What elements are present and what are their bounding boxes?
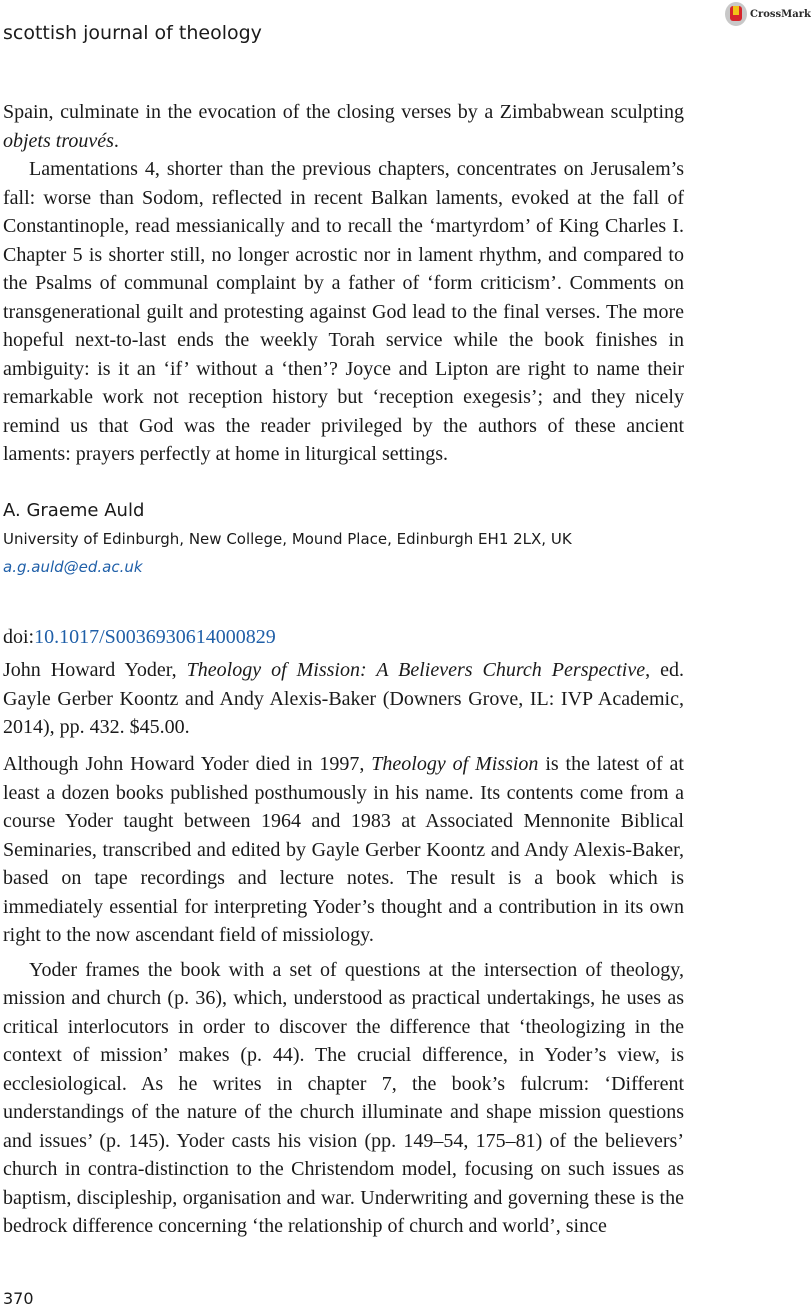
italic-term: objets trouvés xyxy=(3,129,114,152)
paragraph: Yoder frames the book with a set of questions at the intersection of theology, mission and church (p. 36), which, understood as practical undertakings, he uses as critical interlocutors in order to discover the difference that ‘theologizing in the context of mission’ makes (p. 44). The crucial difference, in Yoder’s view, is ecclesiological. As he writes in chapter 7, the book’s fulcrum: ‘Different understandings of the nature of the church illuminate and shape mission questions and issues’ (p. 145). Yoder casts his vision (pp. 149–54, 175–81) of the believers’ church in contra-distinction to the Christendom model, focusing on such issues as baptism, discipleship, organisation and war. Underwriting and governing these is the bedrock difference concerning ‘the relationship of church and world’, since xyxy=(3,958,684,1237)
italic-title: Theology of Mission xyxy=(371,753,539,775)
doi-link[interactable]: 10.1017/S0036930614000829 xyxy=(34,626,276,648)
review-body-yoder xyxy=(3,750,684,1241)
citation-title: Theology of Mission: A Believers Church Perspective xyxy=(186,659,646,681)
paragraph-end: . xyxy=(113,129,119,152)
paragraph xyxy=(3,98,684,155)
page-number: 370 xyxy=(3,1289,34,1308)
citation-author: John Howard Yoder, xyxy=(3,659,187,681)
review-body-lamentations xyxy=(3,98,684,469)
crossmark-icon xyxy=(725,2,747,26)
reviewer-name: A. Graeme Auld xyxy=(3,500,145,521)
crossmark-label: CrossMark xyxy=(750,8,811,20)
book-citation xyxy=(3,656,684,742)
paragraph-text: is the latest of at least a dozen books published posthumously in his name. Its contents come from a course Yoder taught between 1964 and 1983 at Associated Mennonite Biblical Seminaries, transcribed and edited by Gayle Gerber Koontz and Andy Alexis-Baker, based on tape recordings and lecture notes. The result is a book which is immediately essential for interpreting Yoder’s thought and a contribution in its own right to the now ascendant field of missiology. xyxy=(3,753,684,946)
paragraph: Lamentations 4, shorter than the previous chapters, concentrates on Jerusalem’s fall: worse than Sodom, reflected in recent Balkan laments, evoked at the fall of Constantinople, read messianically and to recall the ‘martyrdom’ of King Charles I. Chapter 5 is shorter still, no longer acrostic nor in lament rhythm, and compared to the Psalms of communal complaint by a father of ‘form criticism’. Comments on transgenerational guilt and protesting against God lead to the final verses. The more hopeful next-to-last ends the weekly Torah service while the book finishes in ambiguity: is it an ‘if’ without a ‘then’? Joyce and Lipton are right to name their remarkable work not reception history but ‘reception exegesis’; and they nicely remind us that God was the reader privileged by the authors of these ancient laments: prayers perfectly at home in liturgical settings. xyxy=(3,158,684,465)
journal-title: scottish journal of theology xyxy=(3,22,262,44)
reviewer-affiliation: University of Edinburgh, New College, Mound Place, Edinburgh EH1 2LX, UK xyxy=(3,530,572,548)
crossmark-badge[interactable] xyxy=(725,2,811,26)
reviewer-email-link[interactable]: a.g.auld@ed.ac.uk xyxy=(3,558,143,576)
paragraph-text: Although John Howard Yoder died in 1997, xyxy=(3,753,372,775)
doi-line xyxy=(3,626,276,649)
paragraph xyxy=(3,750,684,950)
citation-details: , ed. Gayle Gerber Koontz and Andy Alexis-Baker (Downers Grove, IL: IVP Academic, 2014), pp. 432. $45.00. xyxy=(3,659,684,738)
paragraph-text: Spain, culminate in the evocation of the closing verses by a Zimbabwean sculpting xyxy=(3,101,684,123)
doi-prefix: doi: xyxy=(3,626,35,648)
